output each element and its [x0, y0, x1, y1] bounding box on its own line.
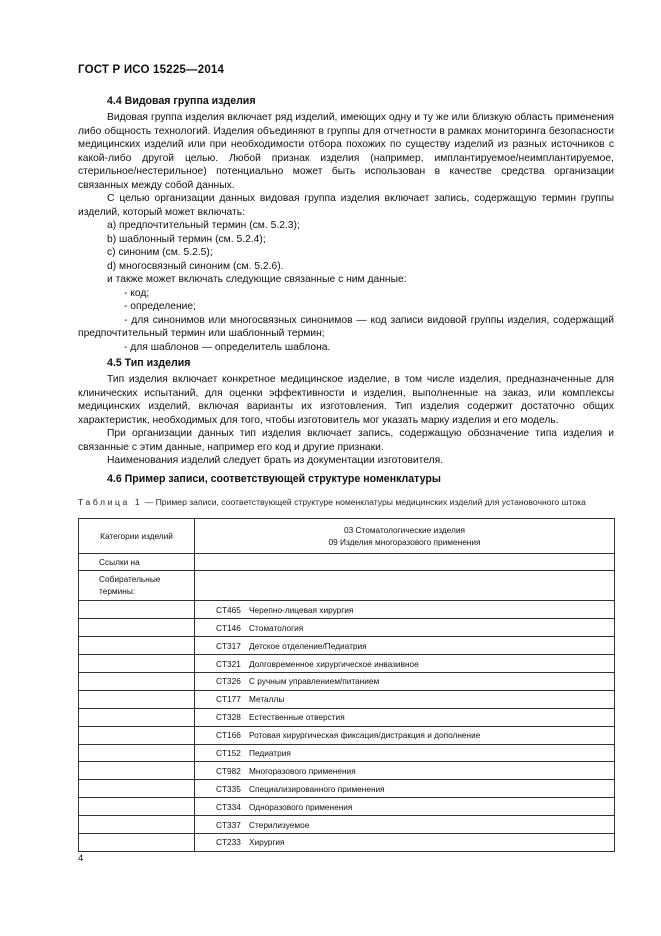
empty-cell: [79, 762, 195, 780]
term-code: CT326: [216, 676, 241, 687]
document-body: [78, 94, 614, 852]
list-item: - для шаблонов — определитель шаблона.: [124, 341, 331, 353]
list-item: c) синоним (см. 5.2.5);: [107, 247, 213, 258]
term-cell: [195, 726, 615, 744]
term-cell: [195, 762, 615, 780]
empty-cell: [79, 619, 195, 637]
table-row: [79, 762, 615, 780]
empty-cell: [79, 708, 195, 726]
term-cell: [195, 690, 615, 708]
term-cell: [195, 655, 615, 673]
term-name: Специализированного применения: [249, 783, 385, 794]
list-item: - определение;: [124, 301, 196, 312]
term-name: Детское отделение/Педиатрия: [249, 640, 367, 651]
empty-cell: [79, 833, 195, 851]
term-name: Ротовая хирургическая фиксация/дистракция и дополнение: [249, 730, 481, 741]
list-item: - код;: [124, 287, 150, 299]
term-code: CT321: [216, 658, 241, 669]
table-row: [79, 708, 615, 726]
list-item: b) шаблонный термин (см. 5.2.4);: [107, 233, 266, 245]
paragraph: Видовая группа изделия включает ряд изделий, имеющих одну и ту же или близкую область применения либо общность технологий. Изделия объединяют в группы для отчетности в рамках мониторинга безопасности медицинских изделий или при необходимости отбора похожих по существу изделий из разных источников с какой-либо другой целью. Любой признак изделия (например, имплантируемое/неимплантируемое, стерильное/нестерильное) потенциально может быть использован в качестве средства организации связанных между собой данных.: [78, 112, 614, 191]
paragraph: При организации данных тип изделия включает запись, содержащую обозначение типа изделия и связанные с этим данные, например его код и другие признаки.: [78, 428, 614, 453]
empty-cell: [195, 571, 615, 601]
term-code: CT317: [216, 640, 241, 651]
column-header-categories: Категории изделий: [79, 518, 195, 553]
empty-cell: [79, 798, 195, 816]
term-cell: [195, 744, 615, 762]
table-row: [79, 833, 615, 851]
list-item: d) многосвязный синоним (см. 5.2.6).: [107, 260, 284, 272]
term-code: CT334: [216, 801, 241, 812]
empty-cell: [195, 553, 615, 571]
term-name: Одноразового применения: [249, 801, 353, 812]
table-row: [79, 637, 615, 655]
table-row: [79, 690, 615, 708]
term-name: Металлы: [249, 694, 285, 705]
table-row-references: [79, 553, 615, 571]
group-line: 09 Изделия многоразового применения: [328, 536, 481, 547]
paragraph: - для синонимов или многосвязных синонимов — код записи видовой группы изделия, содержащий предпочтительный термин или шаблонный термин;: [78, 314, 614, 339]
table-row: [79, 601, 615, 619]
empty-cell: [79, 655, 195, 673]
empty-cell: [79, 816, 195, 834]
term-cell: [195, 637, 615, 655]
term-name: Стерилизуемое: [249, 819, 310, 830]
term-cell: [195, 619, 615, 637]
term-name: Естественные отверстия: [249, 712, 345, 723]
term-code: CT982: [216, 765, 241, 776]
empty-cell: [79, 726, 195, 744]
document-header: ГОСТ Р ИСО 15225—2014: [78, 64, 225, 76]
term-code: CT328: [216, 712, 241, 723]
table-row-collective: [79, 571, 615, 601]
paragraph: С целью организации данных видовая группа изделия включает запись, содержащую термин группы изделий, который может включать:: [78, 193, 614, 218]
empty-cell: [79, 637, 195, 655]
paragraph: и также может включать следующие связанные с ним данные:: [107, 274, 407, 285]
references-label: Ссылки на: [79, 553, 195, 571]
empty-cell: [79, 744, 195, 762]
paragraph: Тип изделия включает конкретное медицинское изделие, в том числе изделия, предназначенные для клинических испытаний, для оценки эффективности и изделия, выполненные на заказ, или комплексы медицинских изделий, включая варианты их изготовления. Тип изделия содержит достаточно общих характеристик, необходимых для того, чтобы изготовитель мог указать марку изделия и его модель.: [78, 374, 614, 426]
term-code: CT146: [216, 622, 241, 633]
paragraph: Наименования изделий следует брать из документации изготовителя.: [107, 455, 444, 466]
table-row: [79, 816, 615, 834]
nomenclature-table: [78, 518, 615, 852]
empty-cell: [79, 672, 195, 690]
term-name: Педиатрия: [249, 747, 291, 758]
term-cell: [195, 798, 615, 816]
term-code: CT177: [216, 694, 241, 705]
term-code: CT152: [216, 747, 241, 758]
collective-terms-label: Собирательные термины:: [79, 571, 195, 601]
term-cell: [195, 816, 615, 834]
term-code: CT335: [216, 783, 241, 794]
table-row: [79, 655, 615, 673]
term-name: Долговременное хирургическое инвазивное: [249, 658, 419, 669]
term-name: Стоматология: [249, 622, 304, 633]
section-heading-4-6: 4.6 Пример записи, соответствующей структуре номенклатуры: [107, 472, 441, 485]
term-code: CT166: [216, 730, 241, 741]
table-row: [79, 672, 615, 690]
section-heading-4-5: 4.5 Тип изделия: [107, 357, 191, 369]
term-name: С ручным управлением/питанием: [249, 676, 380, 687]
table-row: [79, 798, 615, 816]
table-row: [79, 744, 615, 762]
term-cell: [195, 601, 615, 619]
page-number: 4: [78, 853, 84, 864]
empty-cell: [79, 690, 195, 708]
table-row: [79, 619, 615, 637]
table-header-row: [79, 518, 615, 553]
term-cell: [195, 708, 615, 726]
table-row: [79, 726, 615, 744]
section-heading-4-4: 4.4 Видовая группа изделия: [107, 95, 256, 107]
table-caption-prefix: Таблица 1: [78, 496, 143, 507]
table-row: [79, 780, 615, 798]
list-item: a) предпочтительный термин (см. 5.2.3);: [107, 220, 300, 231]
term-cell: [195, 672, 615, 690]
term-cell: [195, 780, 615, 798]
column-header-groups: [195, 518, 615, 553]
empty-cell: [79, 601, 195, 619]
term-name: Хирургия: [249, 837, 285, 848]
term-name: Многоразового применения: [249, 765, 356, 776]
group-line: 03 Стоматологические изделия: [343, 524, 465, 535]
term-name: Черепно-лицевая хирургия: [249, 604, 354, 615]
term-code: CT337: [216, 819, 241, 830]
term-cell: [195, 833, 615, 851]
table-caption-text: — Пример записи, соответствующей структуре номенклатуры медицинских изделий для установочного штока: [142, 496, 586, 507]
term-code: CT465: [216, 604, 241, 615]
term-code: CT233: [216, 837, 241, 848]
table-caption: [78, 496, 614, 508]
empty-cell: [79, 780, 195, 798]
